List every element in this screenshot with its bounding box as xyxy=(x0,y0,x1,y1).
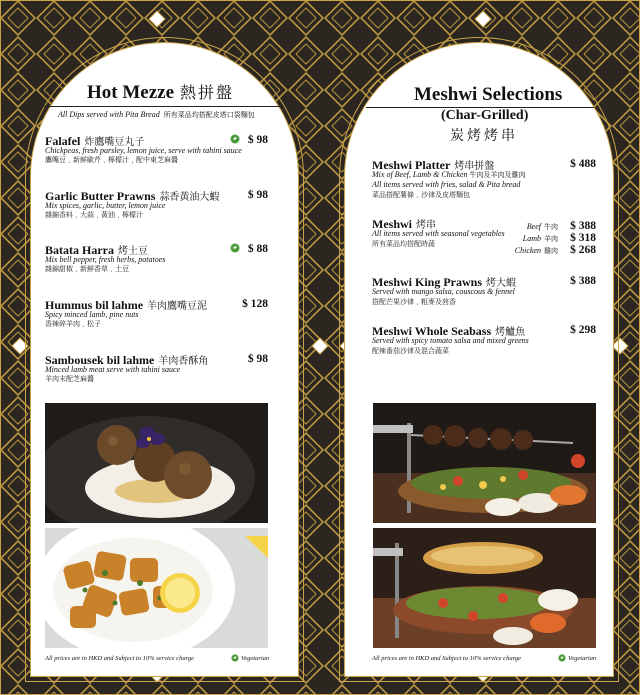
menu-item-price: $ 128 xyxy=(242,298,268,310)
menu-item-description: Spicy minced lamb, pine nuts xyxy=(45,310,139,319)
option-lamb: Lamb 羊肉 $ 318 xyxy=(522,232,596,244)
title-divider xyxy=(44,106,284,107)
menu-item-description: All items served with seasonal vegetables xyxy=(372,229,505,238)
menu-item-price: $ 298 xyxy=(570,324,596,336)
menu-item-description: Served with mango salsa, couscous & fennel xyxy=(372,287,515,296)
menu-item-description-zh: 鷹嘴豆﹑新鮮歐芹﹑檸檬汁﹐配中東芝麻醬 xyxy=(45,156,178,164)
menu-item-name: Garlic Butter Prawns 蒜香黃油大蝦 xyxy=(45,189,220,203)
vegetarian-icon xyxy=(558,654,566,662)
menu-item-price: $ 98 xyxy=(247,353,268,365)
menu-item-price: $ 388 xyxy=(570,275,596,287)
price-footnote: All prices are in HKD and Subject to 10% service charge xyxy=(372,655,521,662)
menu-item-price: $ 98 xyxy=(247,189,268,201)
dips-note: All Dips served with Pita Bread 所有菜品均搭配皮塔口袋麵包 xyxy=(58,110,255,119)
seabass-photo xyxy=(373,528,596,648)
falafel-photo xyxy=(45,403,268,523)
menu-item-description-zh: 菜品搭配薯條﹑沙律及皮塔麵包 xyxy=(372,191,470,199)
menu-item-description: Mix spices, garlic, butter, lemon juice xyxy=(45,201,166,210)
menu-item-name: Meshwi 烤串 xyxy=(372,217,436,231)
vegetarian-icon xyxy=(231,654,239,662)
menu-item-description-zh: 雜錦香料﹑大蒜﹑黃油﹑檸檬汁 xyxy=(45,211,143,219)
menu-item-description-zh: 所有菜品均搭配時蔬 xyxy=(372,240,435,248)
batata-harra-photo xyxy=(45,528,268,648)
menu-item-name: Falafel 炸鷹嘴豆丸子 xyxy=(45,134,145,148)
price-footnote: All prices are in HKD and Subject to 10% service charge xyxy=(45,655,194,662)
menu-item-name: Meshwi King Prawns 烤大蝦 xyxy=(372,275,517,289)
meshwi-skewer-photo xyxy=(373,403,596,523)
page-title: Meshwi Selections xyxy=(414,84,563,105)
vegetarian-icon xyxy=(230,243,240,253)
menu-item-description: Mix of Beef, Lamb & Chicken 牛肉及羊肉及雞肉 xyxy=(372,170,526,179)
section-subtitle-zh: 炭烤烤串 xyxy=(450,128,518,144)
vegetarian-legend: Vegetarian xyxy=(568,655,597,662)
menu-item-description: Mix bell pepper, fresh herbs, potatoes xyxy=(45,255,166,264)
menu-item-name: Sambousek bil lahme 羊肉香酥角 xyxy=(45,353,209,367)
menu-item-price: $ 488 xyxy=(570,158,596,170)
page-title: Hot Mezze 熱拼盤 xyxy=(87,82,235,103)
menu-item-description-zh: 雜錦甜椒﹑新鮮香草﹑土豆 xyxy=(45,265,129,273)
menu-item-description-zh: 配辣番茄沙律及混合蔬菜 xyxy=(372,347,449,355)
option-beef: Beef 牛肉 $ 388 xyxy=(526,220,596,232)
menu-item-description-zh: 香辣碎羊肉﹑松子 xyxy=(45,320,101,328)
menu-item-name: Hummus bil lahme 羊肉鷹嘴豆泥 xyxy=(45,298,208,312)
vegetarian-icon xyxy=(230,134,240,144)
menu-item-description-zh: 羊肉末配芝麻醬 xyxy=(45,375,94,383)
menu-item-description: Minced lamb meat serve with tahini sauce xyxy=(45,365,181,374)
menu-item-name: Meshwi Platter 烤串拼盤 xyxy=(372,158,495,172)
menu-item-price: $ 88 xyxy=(247,243,268,255)
menu-item-name: Meshwi Whole Seabass 烤鱸魚 xyxy=(372,324,526,338)
menu-item-description: Chickpeas, fresh parsley, lemon juice, serve with tahini sauce xyxy=(45,146,242,155)
option-chicken: Chicken 雞肉 $ 268 xyxy=(514,244,596,256)
menu-item-price: $ 98 xyxy=(247,134,268,146)
menu-item-description: Served with spicy tomato salsa and mixed greens xyxy=(372,336,529,345)
menu-item-name: Batata Harra 烤土豆 xyxy=(45,243,148,257)
menu-item-description-2: All items served with fries, salad & Pita bread xyxy=(372,180,521,189)
menu-item-description-zh: 搭配芒果沙律﹑粗麥及茴香 xyxy=(372,298,456,306)
vegetarian-legend: Vegetarian xyxy=(241,655,270,662)
section-subtitle: (Char-Grilled) xyxy=(441,108,529,123)
